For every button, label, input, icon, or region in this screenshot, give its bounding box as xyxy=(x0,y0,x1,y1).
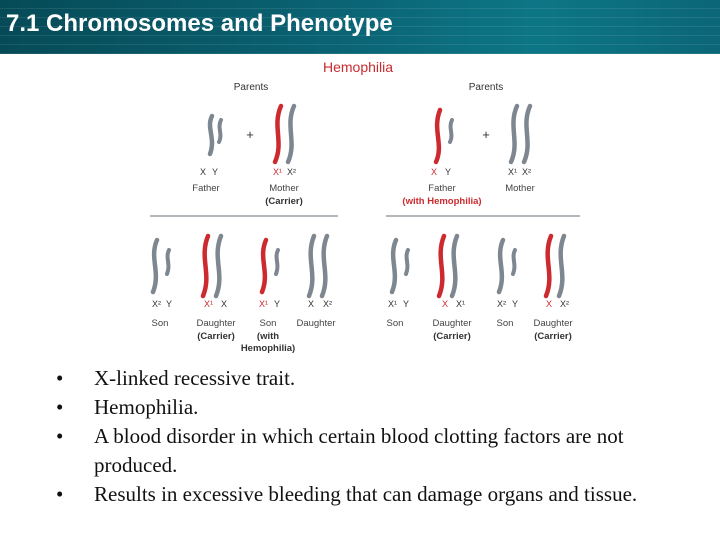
chromosome-x2 xyxy=(322,236,327,296)
chromosome-x2 xyxy=(288,106,294,162)
right-o3-chr-b: Y xyxy=(512,299,519,309)
chromosome-x xyxy=(436,110,440,162)
right-father-y: Y xyxy=(445,167,452,177)
chromosome-x1 xyxy=(452,236,457,296)
right-o4-chr-a: X xyxy=(546,299,553,309)
chromosome-x xyxy=(546,236,551,296)
chromosome-y xyxy=(219,120,221,142)
chromosome-y xyxy=(513,250,515,274)
bullet-marker: • xyxy=(56,424,64,448)
left-o3-note-line2: Hemophilia) xyxy=(240,343,296,354)
bullet-item xyxy=(56,393,696,422)
right-plus-sign: + xyxy=(482,127,490,142)
right-o1-label: Son xyxy=(386,318,404,329)
right-mother-x1: X¹ xyxy=(508,167,517,177)
left-o4-chr-b: X² xyxy=(323,299,332,309)
left-o3-note: (with xyxy=(256,331,280,342)
left-offspring-chromosomes xyxy=(153,236,327,296)
right-o4-note: (Carrier) xyxy=(534,331,572,342)
page-title: 7.1 Chromosomes and Phenotype xyxy=(6,10,393,37)
right-father-note: (with Hemophilia) xyxy=(402,196,482,207)
hemophilia-figure xyxy=(124,54,590,354)
left-mother-chromosomes xyxy=(275,106,294,162)
left-father-x: X xyxy=(200,167,207,177)
figure-title: Hemophilia xyxy=(322,59,394,75)
right-offspring-chromosomes xyxy=(392,236,564,296)
chromosome-y xyxy=(167,250,169,274)
chromosome-x1 xyxy=(275,106,281,162)
bullet-text: X-linked recessive trait. xyxy=(94,366,296,390)
left-o1-chr-b: Y xyxy=(166,299,173,309)
chromosome-x1 xyxy=(392,240,396,292)
right-o2-label: Daughter xyxy=(432,318,472,329)
right-father-chromosomes xyxy=(436,110,452,162)
bullet-item xyxy=(56,422,696,480)
right-o2-note: (Carrier) xyxy=(433,331,471,342)
chromosome-x1 xyxy=(511,106,517,162)
left-o1-chr-a: X² xyxy=(152,299,161,309)
left-o2-chr-b: X xyxy=(221,299,228,309)
right-o4-chr-b: X² xyxy=(560,299,569,309)
chromosome-y xyxy=(450,120,452,142)
left-mother-x1: X¹ xyxy=(273,167,282,177)
left-plus-sign: + xyxy=(246,127,254,142)
bullet-marker: • xyxy=(56,482,64,506)
bullet-text: A blood disorder in which certain blood clotting factors are not produced. xyxy=(94,424,624,477)
left-parents-label: Parents xyxy=(233,82,269,93)
title-bar xyxy=(0,0,720,54)
chromosome-x1 xyxy=(262,240,266,292)
chromosome-x2 xyxy=(153,240,157,292)
bullet-item xyxy=(56,480,696,509)
chromosome-x2 xyxy=(559,236,564,296)
right-o2-chr-b: X¹ xyxy=(456,299,465,309)
right-mother-chromosomes xyxy=(511,106,530,162)
right-o1-chr-a: X¹ xyxy=(388,299,397,309)
bullet-text: Hemophilia. xyxy=(94,395,199,419)
chromosome-x xyxy=(309,236,314,296)
bullet-marker: • xyxy=(56,395,64,419)
chromosome-x2 xyxy=(524,106,530,162)
chromosome-x xyxy=(216,236,221,296)
bullet-text: Results in excessive bleeding that can damage organs and tissue. xyxy=(94,482,638,506)
right-o1-chr-b: Y xyxy=(403,299,410,309)
chromosome-x xyxy=(210,116,212,154)
chromosome-x1 xyxy=(203,236,208,296)
right-parents-label: Parents xyxy=(468,82,504,93)
right-father-label: Father xyxy=(428,183,456,194)
left-o3-chr-b: Y xyxy=(274,299,281,309)
left-o4-chr-a: X xyxy=(308,299,315,309)
right-o2-chr-a: X xyxy=(442,299,449,309)
left-mother-note: (Carrier) xyxy=(265,196,303,207)
right-mother-label: Mother xyxy=(505,183,535,194)
right-o3-label: Son xyxy=(496,318,514,329)
chromosome-y xyxy=(276,250,278,274)
right-o3-chr-a: X² xyxy=(497,299,506,309)
right-o4-label: Daughter xyxy=(533,318,573,329)
bullet-list xyxy=(56,364,696,509)
left-father-label: Father xyxy=(192,183,220,194)
bullet-marker: • xyxy=(56,366,64,390)
left-mother-label: Mother xyxy=(269,183,299,194)
bullet-item xyxy=(56,364,696,393)
left-mother-x2: X² xyxy=(287,167,296,177)
left-o3-label: Son xyxy=(259,318,277,329)
left-o1-label: Son xyxy=(151,318,169,329)
chromosome-y xyxy=(406,250,408,274)
left-father-y: Y xyxy=(212,167,219,177)
left-o2-label: Daughter xyxy=(196,318,236,329)
chromosome-x xyxy=(439,236,444,296)
left-o2-chr-a: X¹ xyxy=(204,299,213,309)
left-father-chromosomes xyxy=(210,116,221,154)
left-o4-label: Daughter xyxy=(296,318,336,329)
left-o3-chr-a: X¹ xyxy=(259,299,268,309)
right-mother-x2: X² xyxy=(522,167,531,177)
chromosome-x2 xyxy=(499,240,503,292)
left-o2-note: (Carrier) xyxy=(197,331,235,342)
right-father-x: X xyxy=(431,167,438,177)
inheritance-diagram xyxy=(124,54,590,354)
